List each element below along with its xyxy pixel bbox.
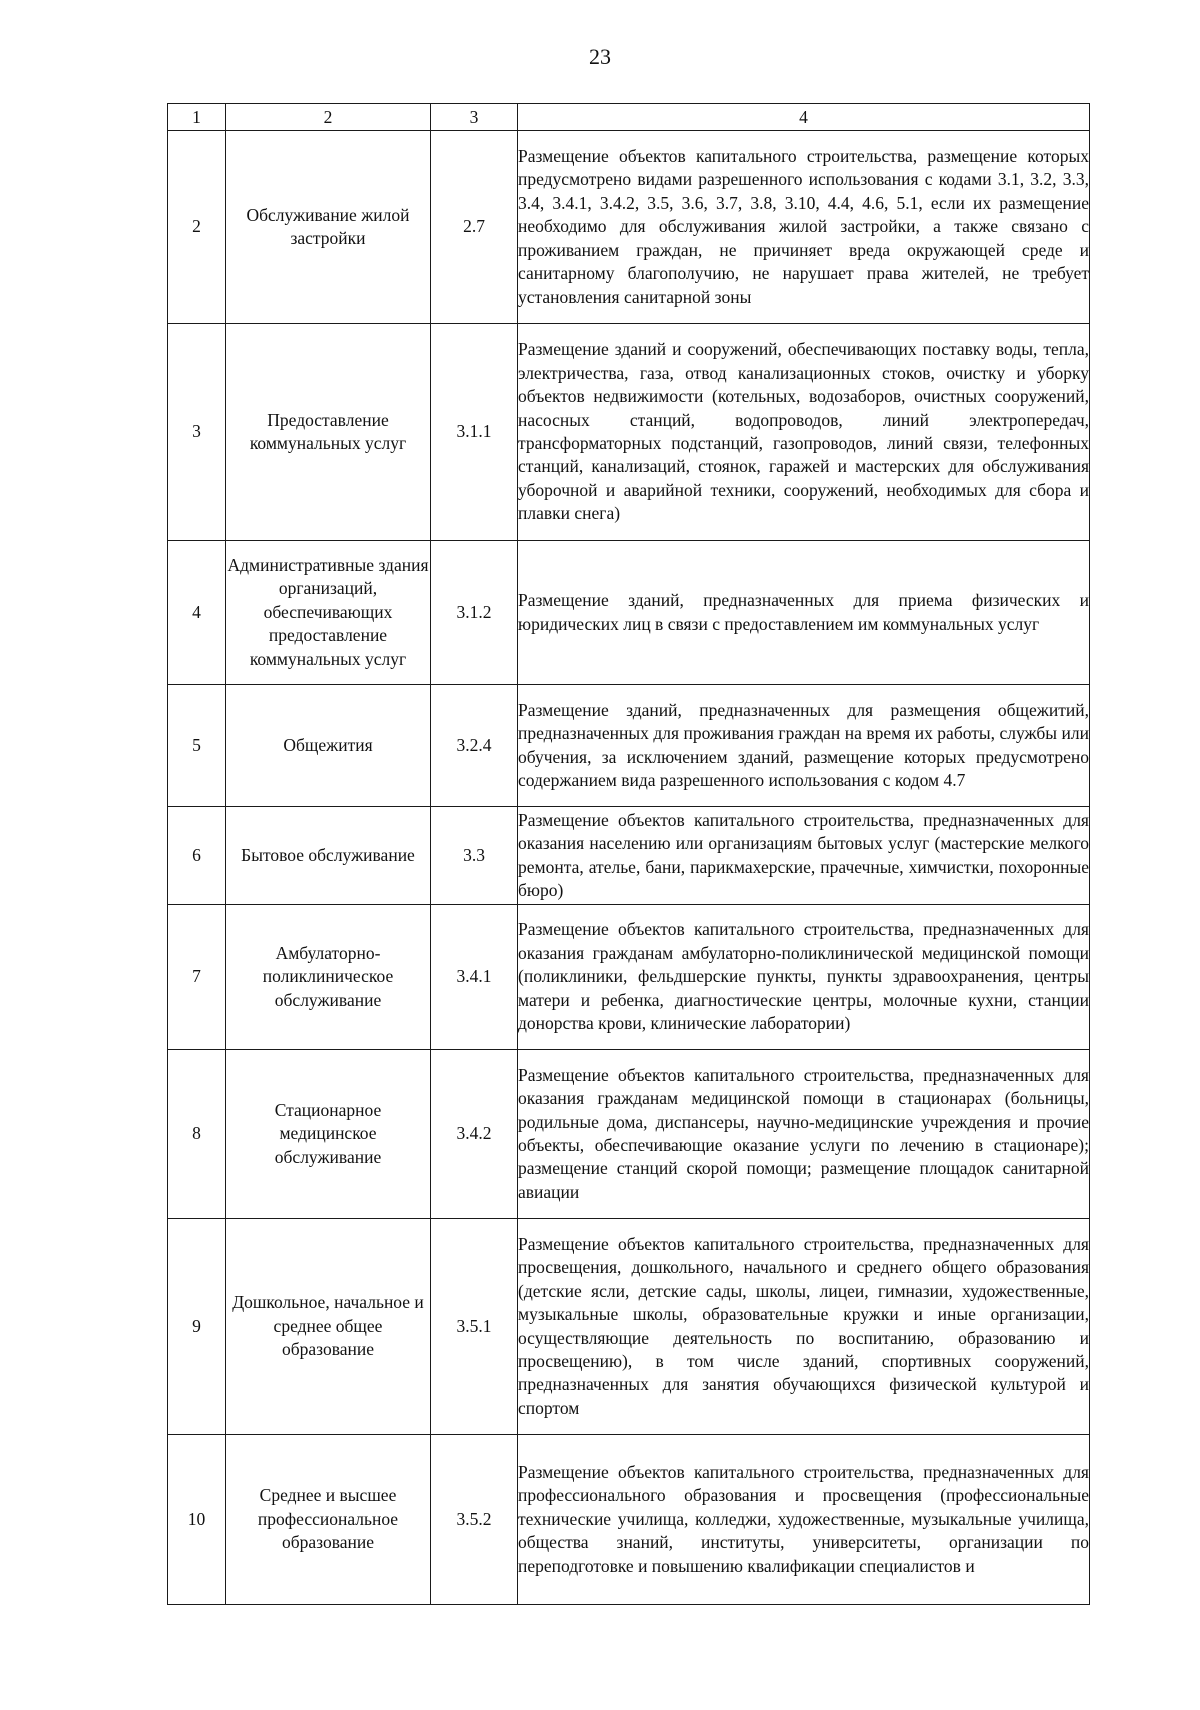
table-row [168,685,1090,807]
column-header-4: 4 [518,104,1090,131]
land-use-code: 3.1.1 [431,324,518,541]
row-number: 3 [168,324,226,541]
land-use-code: 3.5.2 [431,1435,518,1605]
land-use-name: Дошкольное, начальное и среднее общее образование [226,1219,431,1435]
table-row [168,1435,1090,1605]
land-use-description: Размещение объектов капитального строительства, предназначенных для оказания гражданам амбулаторно-поликлинической медицинской помощи (поликлиники, фельдшерские пункты, пункты здравоохранения, центры матери и ребенка, диагностические центры, молочные кухни, станции донорства крови, клинические лаборатории) [518,905,1090,1050]
land-use-code: 3.2.4 [431,685,518,807]
land-use-description: Размещение объектов капитального строительства, предназначенных для оказания населению или организациям бытовых услуг (мастерские мелкого ремонта, ателье, бани, парикмахерские, прачечные, химчистки, похоронные бюро) [518,807,1090,905]
row-number: 7 [168,905,226,1050]
land-use-code: 3.4.1 [431,905,518,1050]
table-row [168,1219,1090,1435]
land-use-description: Размещение зданий, предназначенных для приема физических и юридических лиц в связи с предоставлением им коммунальных услуг [518,541,1090,685]
land-use-description: Размещение объектов капитального строительства, предназначенных для просвещения, дошкольного, начального и среднего общего образования (детские ясли, детские сады, школы, лицеи, гимназии, художественные, музыкальные школы, образовательные кружки и иные организации, осуществляющие деятельность по воспитанию, образованию и просвещению), в том числе зданий, спортивных сооружений, предназначенных для занятия обучающихся физической культурой и спортом [518,1219,1090,1435]
table-row [168,1050,1090,1219]
land-use-description: Размещение объектов капитального строительства, предназначенных для профессионального образования и просвещения (профессиональные технические училища, колледжи, художественные, музыкальные училища, общества знаний, институты, университеты, организации по переподготовке и повышению квалификации специалистов и [518,1435,1090,1605]
table-row [168,807,1090,905]
land-use-name: Общежития [226,685,431,807]
land-use-code: 3.1.2 [431,541,518,685]
land-use-code: 3.5.1 [431,1219,518,1435]
table-row [168,905,1090,1050]
row-number: 6 [168,807,226,905]
row-number: 8 [168,1050,226,1219]
column-header-1: 1 [168,104,226,131]
land-use-name: Среднее и высшее профессиональное образование [226,1435,431,1605]
column-header-3: 3 [431,104,518,131]
page-number: 23 [589,44,611,69]
land-use-name: Предоставление коммунальных услуг [226,324,431,541]
table-row [168,541,1090,685]
land-use-code: 2.7 [431,131,518,324]
row-number: 4 [168,541,226,685]
land-use-name: Обслуживание жилой застройки [226,131,431,324]
row-number: 9 [168,1219,226,1435]
land-use-description: Размещение зданий и сооружений, обеспечивающих поставку воды, тепла, электричества, газа, отвод канализационных стоков, очистку и уборку объектов недвижимости (котельных, водозаборов, очистных сооружений, насосных станций, водопроводов, линий электропередач, трансформаторных подстанций, газопроводов, линий связи, телефонных станций, канализаций, стоянок, гаражей и мастерских для обслуживания уборочной и аварийной техники, сооружений, необходимых для сбора и плавки снега) [518,324,1090,541]
land-use-name: Стационарное медицинское обслуживание [226,1050,431,1219]
column-header-2: 2 [226,104,431,131]
table-row [168,131,1090,324]
land-use-description: Размещение объектов капитального строительства, размещение которых предусмотрено видами разрешенного использования с кодами 3.1, 3.2, 3.3, 3.4, 3.4.1, 3.4.2, 3.5, 3.6, 3.7, 3.8, 3.10, 4.4, 4.6, 5.1, если их размещение необходимо для обслуживания жилой застройки, а также связано с проживанием граждан, не причиняет вреда окружающей среде и санитарному благополучию, не нарушает права жителей, не требует установления санитарной зоны [518,131,1090,324]
land-use-name: Бытовое обслуживание [226,807,431,905]
header-row [168,104,1090,131]
land-use-name: Амбулаторно-поликлиническое обслуживание [226,905,431,1050]
land-use-code: 3.3 [431,807,518,905]
row-number: 10 [168,1435,226,1605]
table-row [168,324,1090,541]
land-use-description: Размещение объектов капитального строительства, предназначенных для оказания гражданам медицинской помощи в стационарах (больницы, родильные дома, диспансеры, научно-медицинские учреждения и прочие объекты, обеспечивающие оказание услуги по лечению в стационаре); размещение станций скорой помощи; размещение площадок санитарной авиации [518,1050,1090,1219]
land-use-description: Размещение зданий, предназначенных для размещения общежитий, предназначенных для проживания граждан на время их работы, службы или обучения, за исключением зданий, размещение которых предусмотрено содержанием вида разрешенного использования с кодом 4.7 [518,685,1090,807]
land-use-name: Административные здания организаций, обеспечивающих предоставление коммунальных услуг [226,541,431,685]
land-use-code: 3.4.2 [431,1050,518,1219]
land-use-table [167,103,1090,1605]
row-number: 5 [168,685,226,807]
row-number: 2 [168,131,226,324]
